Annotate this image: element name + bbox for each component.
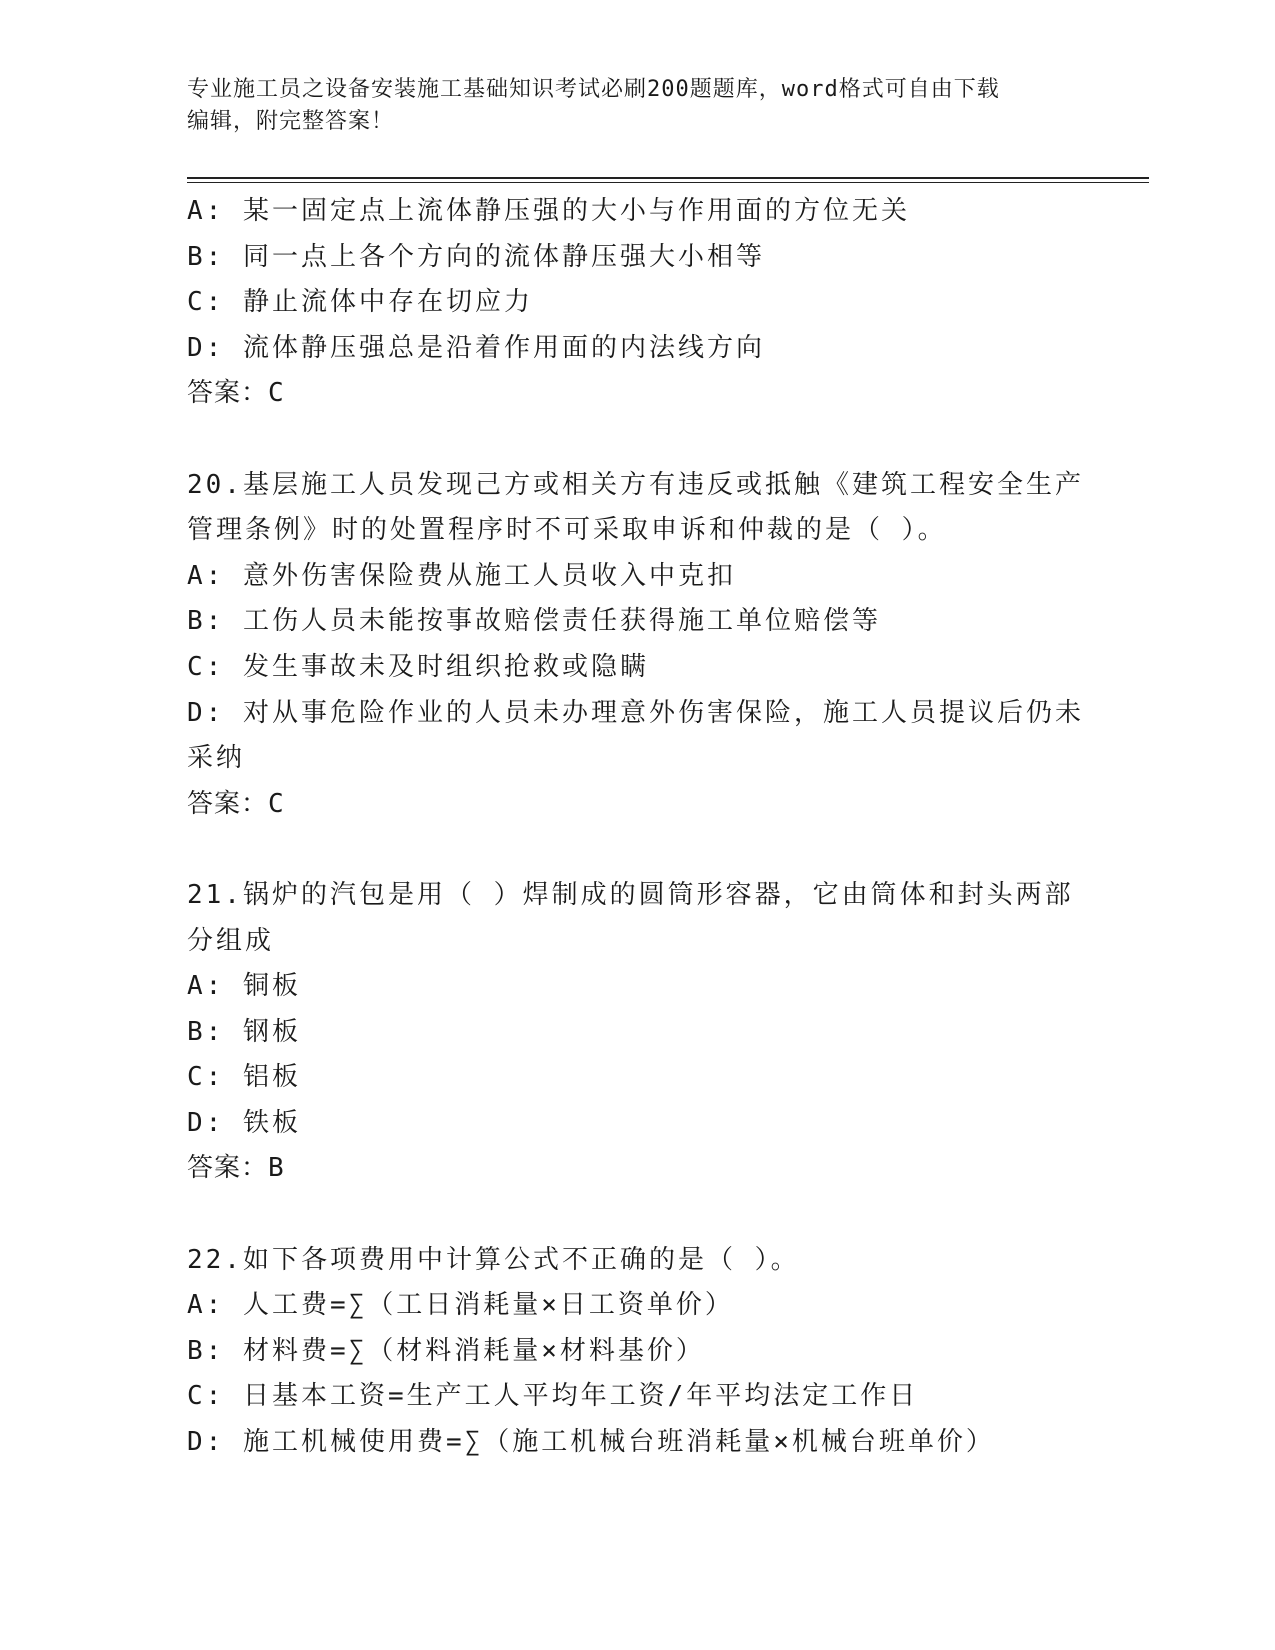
answer: 答案：C — [187, 788, 285, 819]
option-a: A: 铜板 — [187, 971, 301, 1002]
answer: 答案：C — [187, 378, 285, 409]
option-c: C: 铝板 — [187, 1062, 301, 1093]
answer: 答案：B — [187, 1153, 285, 1184]
header-divider-thin — [187, 182, 1149, 183]
question-stem: 22.如下各项费用中计算公式不正确的是（ ）。 — [187, 1244, 800, 1275]
option-d: D: 对从事危险作业的人员未办理意外伤害保险，施工人员提议后仍未 — [187, 697, 1084, 728]
option-d-cont: 采纳 — [187, 743, 246, 774]
question-stem: 20.基层施工人员发现己方或相关方有违反或抵触《建筑工程安全生产 — [187, 469, 1084, 500]
option-a: A: 意外伤害保险费从施工人员收入中克扣 — [187, 560, 736, 591]
question-stem-cont: 分组成 — [187, 925, 275, 956]
option-a: A: 人工费=∑（工日消耗量×日工资单价） — [187, 1290, 734, 1321]
option-c: C: 发生事故未及时组织抢救或隐瞒 — [187, 651, 649, 682]
question-20 — [187, 463, 1087, 828]
question-19 — [187, 189, 1087, 417]
option-b: B: 钢板 — [187, 1016, 301, 1047]
question-stem: 21.锅炉的汽包是用（ ）焊制成的圆筒形容器，它由筒体和封头两部 — [187, 879, 1074, 910]
header-divider-thick — [187, 177, 1149, 179]
option-a: A: 某一固定点上流体静压强的大小与作用面的方位无关 — [187, 196, 910, 226]
header-line-2: 编辑，附完整答案！ — [187, 109, 395, 134]
option-b: B: 材料费=∑（材料消耗量×材料基价） — [187, 1335, 705, 1366]
option-c: C: 日基本工资=生产工人平均年工资/年平均法定工作日 — [187, 1381, 919, 1412]
option-b: B: 工伤人员未能按事故赔偿责任获得施工单位赔偿等 — [187, 606, 881, 637]
option-d: D: 施工机械使用费=∑（施工机械台班消耗量×机械台班单价） — [187, 1427, 995, 1458]
spacer — [187, 1192, 1087, 1238]
spacer — [187, 827, 1087, 873]
option-b: B: 同一点上各个方向的流体静压强大小相等 — [187, 241, 765, 272]
spacer — [187, 417, 1087, 463]
option-d: D: 铁板 — [187, 1107, 301, 1138]
question-22 — [187, 1238, 1087, 1466]
question-list — [187, 189, 1087, 1466]
option-d: D: 流体静压强总是沿着作用面的内法线方向 — [187, 332, 765, 363]
document-header — [187, 74, 1087, 138]
header-line-1: 专业施工员之设备安装施工基础知识考试必刷200题题库，word格式可自由下载 — [187, 77, 1000, 102]
question-21 — [187, 873, 1087, 1192]
option-c: C: 静止流体中存在切应力 — [187, 287, 533, 318]
question-stem-cont: 管理条例》时的处置程序时不可采取申诉和仲裁的是（ ）。 — [187, 515, 947, 546]
